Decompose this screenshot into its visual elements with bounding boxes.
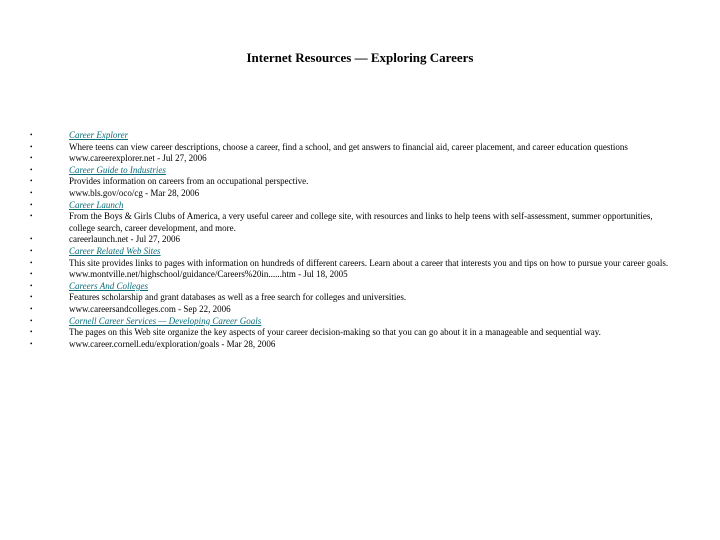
resource-list [30, 130, 670, 350]
list-item [30, 258, 670, 270]
career-launch-link[interactable]: Career Launch [69, 199, 124, 210]
list-item [30, 292, 670, 304]
list-item [30, 188, 670, 200]
bullet-icon: • [30, 304, 33, 313]
item-description: Features scholarship and grant databases as well as a free search for colleges and universities. [69, 292, 407, 303]
bullet-icon: • [30, 200, 33, 209]
bullet-icon: • [30, 131, 33, 139]
list-item [30, 304, 670, 316]
list-item [30, 130, 670, 142]
list-item [30, 142, 670, 154]
bullet-icon: • [30, 293, 33, 302]
list-item [30, 153, 670, 165]
bullet-icon: • [30, 154, 33, 163]
list-item [30, 176, 670, 188]
item-url: www.bls.gov/oco/cg - Mar 28, 2006 [69, 187, 200, 198]
page-title: Internet Resources — Exploring Careers [246, 50, 474, 65]
bullet-icon: • [30, 281, 33, 290]
list-item [30, 246, 670, 258]
bullet-icon: • [30, 339, 33, 348]
career-explorer-link[interactable]: Career Explorer [69, 130, 129, 140]
list-item [30, 211, 670, 234]
list-item [30, 281, 670, 293]
bullet-icon: • [30, 235, 33, 244]
item-description: Provides information on careers from an occupational perspective. [69, 176, 309, 187]
item-url: www.careersandcolleges.com - Sep 22, 2006 [69, 303, 231, 314]
item-description: Where teens can view career descriptions, choose a career, find a school, and get answers to financial aid, career placement, and career education questions [69, 141, 628, 152]
career-related-sites-link[interactable]: Career Related Web Sites [69, 245, 161, 256]
item-url: www.career.cornell.edu/exploration/goals - Mar 28, 2006 [69, 338, 276, 349]
list-item [30, 200, 670, 212]
bullet-icon: • [30, 142, 33, 151]
item-url: www.montville.net/highschool/guidance/Careers%20in......htm - Jul 18, 2005 [69, 269, 348, 280]
careers-and-colleges-link[interactable]: Careers And Colleges [69, 280, 148, 291]
item-description: This site provides links to pages with information on hundreds of different careers. Learn about a career that interests you and tips on how to pursue your career goals. [69, 257, 669, 268]
list-item [30, 165, 670, 177]
bullet-icon: • [30, 328, 33, 337]
bullet-icon: • [30, 316, 33, 325]
bullet-icon: • [30, 258, 33, 267]
list-item [30, 339, 670, 351]
list-item [30, 327, 670, 339]
item-url: www.careerexplorer.net - Jul 27, 2006 [69, 153, 207, 164]
cornell-career-services-link[interactable]: Cornell Career Services — Developing Career Goals [69, 315, 262, 326]
career-guide-link[interactable]: Career Guide to Industries [69, 164, 166, 175]
bullet-icon: • [30, 177, 33, 186]
item-description: From the Boys & Girls Clubs of America, a very useful career and college site, with resources and links to help teens with self-assessment, summer opportunities, college search, career development, and more. [69, 211, 653, 233]
bullet-icon: • [30, 270, 33, 279]
bullet-icon: • [30, 188, 33, 197]
bullet-icon: • [30, 246, 33, 255]
list-item [30, 269, 670, 281]
item-description: The pages on this Web site organize the key aspects of your career decision-making so that you can go about it in a manageable and sequential way. [69, 327, 601, 338]
item-url: careerlaunch.net - Jul 27, 2006 [69, 234, 180, 245]
list-item [30, 316, 670, 328]
bullet-icon: • [30, 165, 33, 174]
bullet-icon: • [30, 212, 33, 221]
list-item [30, 234, 670, 246]
